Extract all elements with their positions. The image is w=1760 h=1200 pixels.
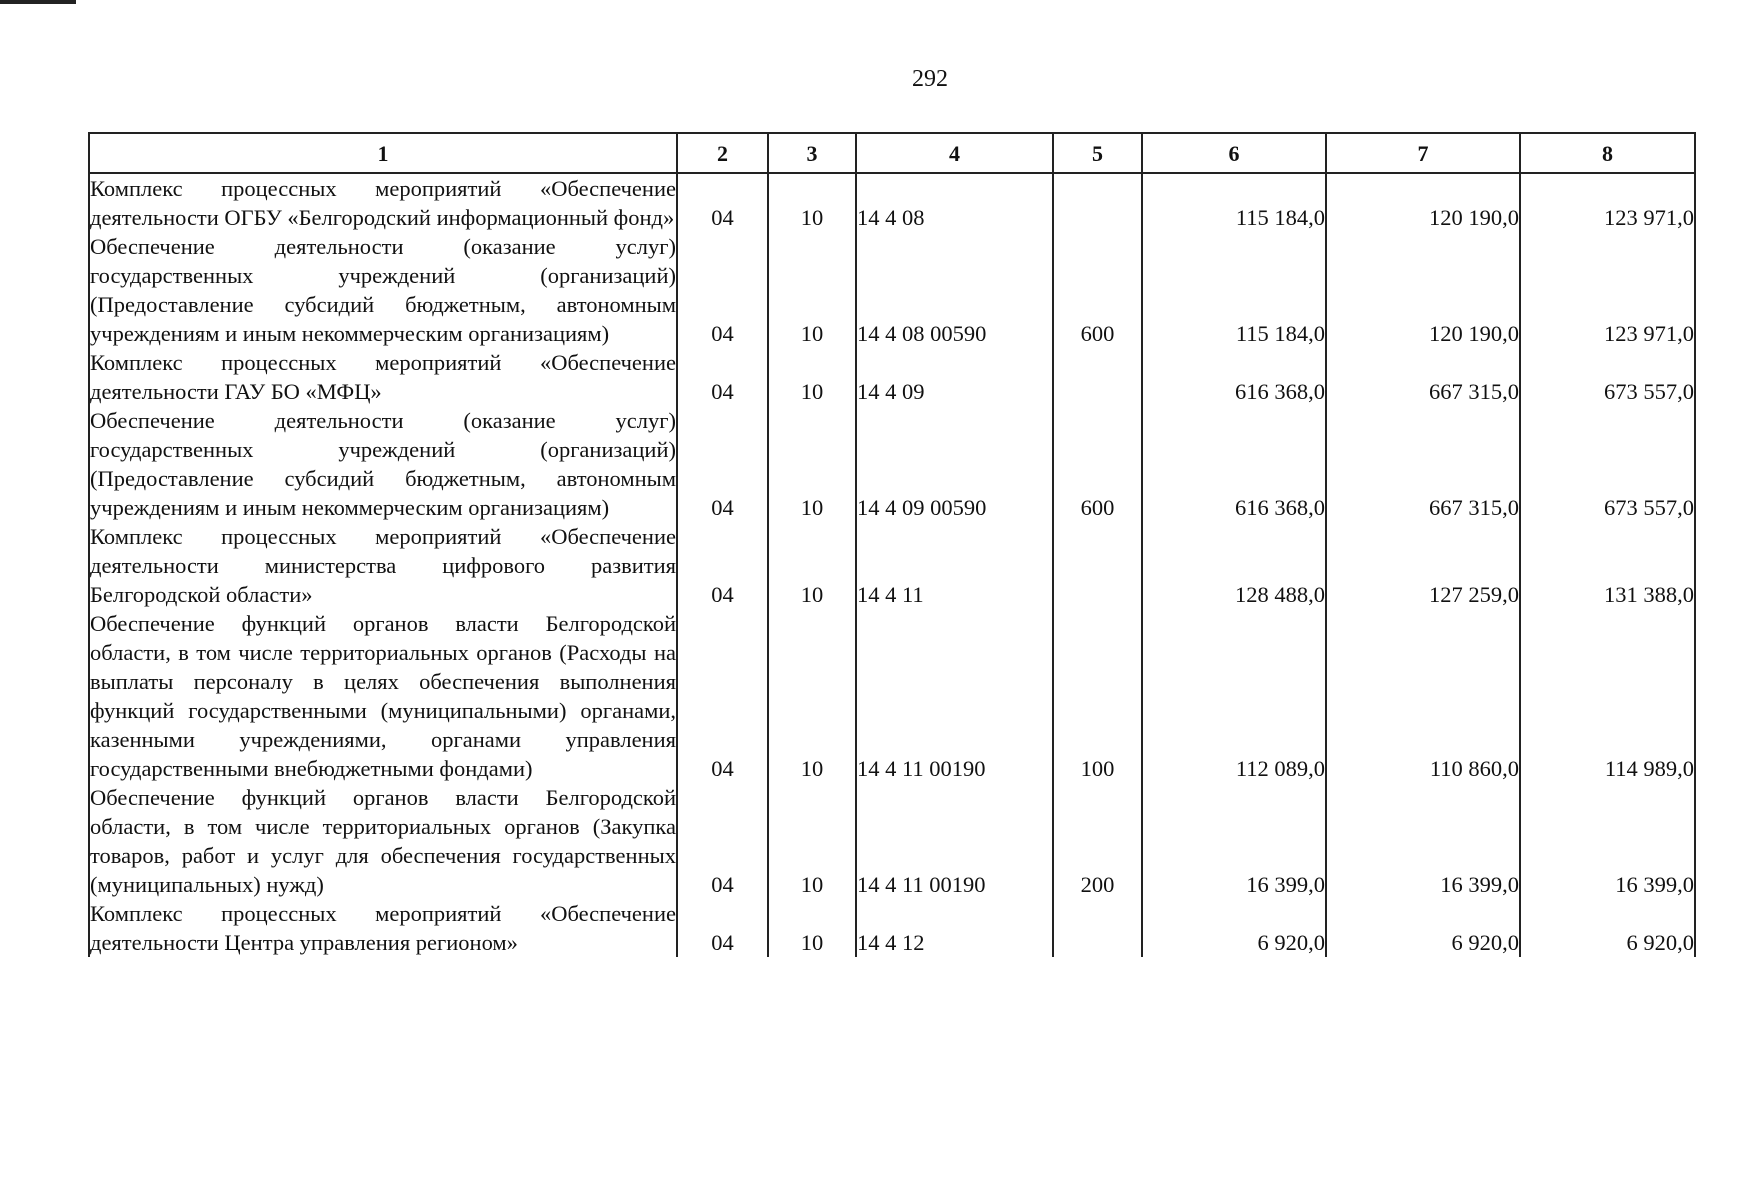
row-target-article: 14 4 11	[856, 522, 1053, 609]
row-name: Обеспечение деятельности (оказание услуг) государственных учреждений (организаций) (Предоставление субсидий бюджетным, автономным учреждениям и иным некоммерческим организациям)	[90, 234, 676, 346]
row-amount-year1: 616 368,0	[1142, 348, 1326, 406]
table-row	[89, 173, 1695, 232]
table-row	[89, 406, 1695, 522]
row-subsection: 10	[768, 173, 856, 232]
row-amount-year2: 127 259,0	[1326, 522, 1520, 609]
header-col-7: 7	[1326, 133, 1520, 173]
row-amount-year1: 6 920,0	[1142, 899, 1326, 957]
row-target-article: 14 4 09	[856, 348, 1053, 406]
row-target-article: 14 4 11 00190	[856, 783, 1053, 899]
row-amount-year3: 673 557,0	[1520, 348, 1695, 406]
row-amount-year3: 6 920,0	[1520, 899, 1695, 957]
header-col-2: 2	[677, 133, 768, 173]
row-expense-type	[1053, 348, 1142, 406]
row-name: Комплекс процессных мероприятий «Обеспечение деятельности ОГБУ «Белгородский информационный фонд»	[89, 173, 677, 232]
table-row	[89, 899, 1695, 957]
row-name: Обеспечение функций органов власти Белгородской области, в том числе территориальных органов (Расходы на выплаты персоналу в целях обеспечения выполнения функций государственными (муниципальными) органами, казенными учреждениями, органами управления государственными внебюджетными фондами)	[90, 611, 676, 781]
row-section: 04	[677, 173, 768, 232]
row-amount-year1: 115 184,0	[1142, 173, 1326, 232]
row-expense-type: 100	[1053, 609, 1142, 783]
row-target-article: 14 4 08 00590	[856, 232, 1053, 348]
row-amount-year3: 123 971,0	[1520, 173, 1695, 232]
row-amount-year1: 616 368,0	[1142, 406, 1326, 522]
row-name: Обеспечение деятельности (оказание услуг) государственных учреждений (организаций) (Предоставление субсидий бюджетным, автономным учреждениям и иным некоммерческим организациям)	[90, 408, 676, 520]
header-col-1: 1	[89, 133, 677, 173]
row-expense-type: 200	[1053, 783, 1142, 899]
budget-table	[88, 132, 1696, 957]
header-col-3: 3	[768, 133, 856, 173]
row-amount-year3: 123 971,0	[1520, 232, 1695, 348]
row-section: 04	[677, 348, 768, 406]
row-amount-year2: 120 190,0	[1326, 173, 1520, 232]
row-name: Комплекс процессных мероприятий «Обеспечение деятельности министерства цифрового развития Белгородской области»	[90, 524, 676, 607]
row-amount-year2: 16 399,0	[1326, 783, 1520, 899]
row-amount-year2: 6 920,0	[1326, 899, 1520, 957]
header-col-8: 8	[1520, 133, 1695, 173]
row-expense-type	[1053, 522, 1142, 609]
row-subsection: 10	[768, 232, 856, 348]
row-subsection: 10	[768, 899, 856, 957]
row-amount-year2: 667 315,0	[1326, 406, 1520, 522]
header-col-5: 5	[1053, 133, 1142, 173]
row-target-article: 14 4 09 00590	[856, 406, 1053, 522]
row-section: 04	[677, 783, 768, 899]
row-subsection: 10	[768, 609, 856, 783]
row-subsection: 10	[768, 783, 856, 899]
row-amount-year2: 120 190,0	[1326, 232, 1520, 348]
table-row	[89, 609, 1695, 783]
header-row	[89, 133, 1695, 173]
header-col-4: 4	[856, 133, 1053, 173]
row-target-article: 14 4 08	[856, 173, 1053, 232]
table-row	[89, 522, 1695, 609]
scan-corner-mark	[0, 0, 76, 4]
row-name: Комплекс процессных мероприятий «Обеспечение деятельности ГАУ БО «МФЦ»	[90, 350, 676, 404]
row-section: 04	[677, 609, 768, 783]
page-number: 292	[912, 66, 948, 92]
row-section: 04	[677, 522, 768, 609]
table-row	[89, 783, 1695, 899]
row-amount-year1: 115 184,0	[1142, 232, 1326, 348]
row-section: 04	[677, 232, 768, 348]
row-amount-year1: 16 399,0	[1142, 783, 1326, 899]
row-amount-year3: 16 399,0	[1520, 783, 1695, 899]
row-expense-type: 600	[1053, 232, 1142, 348]
header-col-6: 6	[1142, 133, 1326, 173]
row-name: Обеспечение функций органов власти Белгородской области, в том числе территориальных органов (Закупка товаров, работ и услуг для обеспечения государственных (муниципальных) нужд)	[90, 785, 676, 897]
row-target-article: 14 4 11 00190	[856, 609, 1053, 783]
row-amount-year3: 673 557,0	[1520, 406, 1695, 522]
row-amount-year2: 667 315,0	[1326, 348, 1520, 406]
row-amount-year2: 110 860,0	[1326, 609, 1520, 783]
table-row	[89, 348, 1695, 406]
table-row	[89, 232, 1695, 348]
row-expense-type: 600	[1053, 406, 1142, 522]
row-subsection: 10	[768, 406, 856, 522]
row-amount-year3: 114 989,0	[1520, 609, 1695, 783]
row-expense-type	[1053, 899, 1142, 957]
row-subsection: 10	[768, 522, 856, 609]
row-amount-year1: 128 488,0	[1142, 522, 1326, 609]
row-expense-type	[1053, 173, 1142, 232]
row-amount-year3: 131 388,0	[1520, 522, 1695, 609]
row-section: 04	[677, 406, 768, 522]
row-subsection: 10	[768, 348, 856, 406]
row-name: Комплекс процессных мероприятий «Обеспечение деятельности Центра управления регионом»	[90, 901, 676, 955]
row-section: 04	[677, 899, 768, 957]
row-amount-year1: 112 089,0	[1142, 609, 1326, 783]
row-target-article: 14 4 12	[856, 899, 1053, 957]
